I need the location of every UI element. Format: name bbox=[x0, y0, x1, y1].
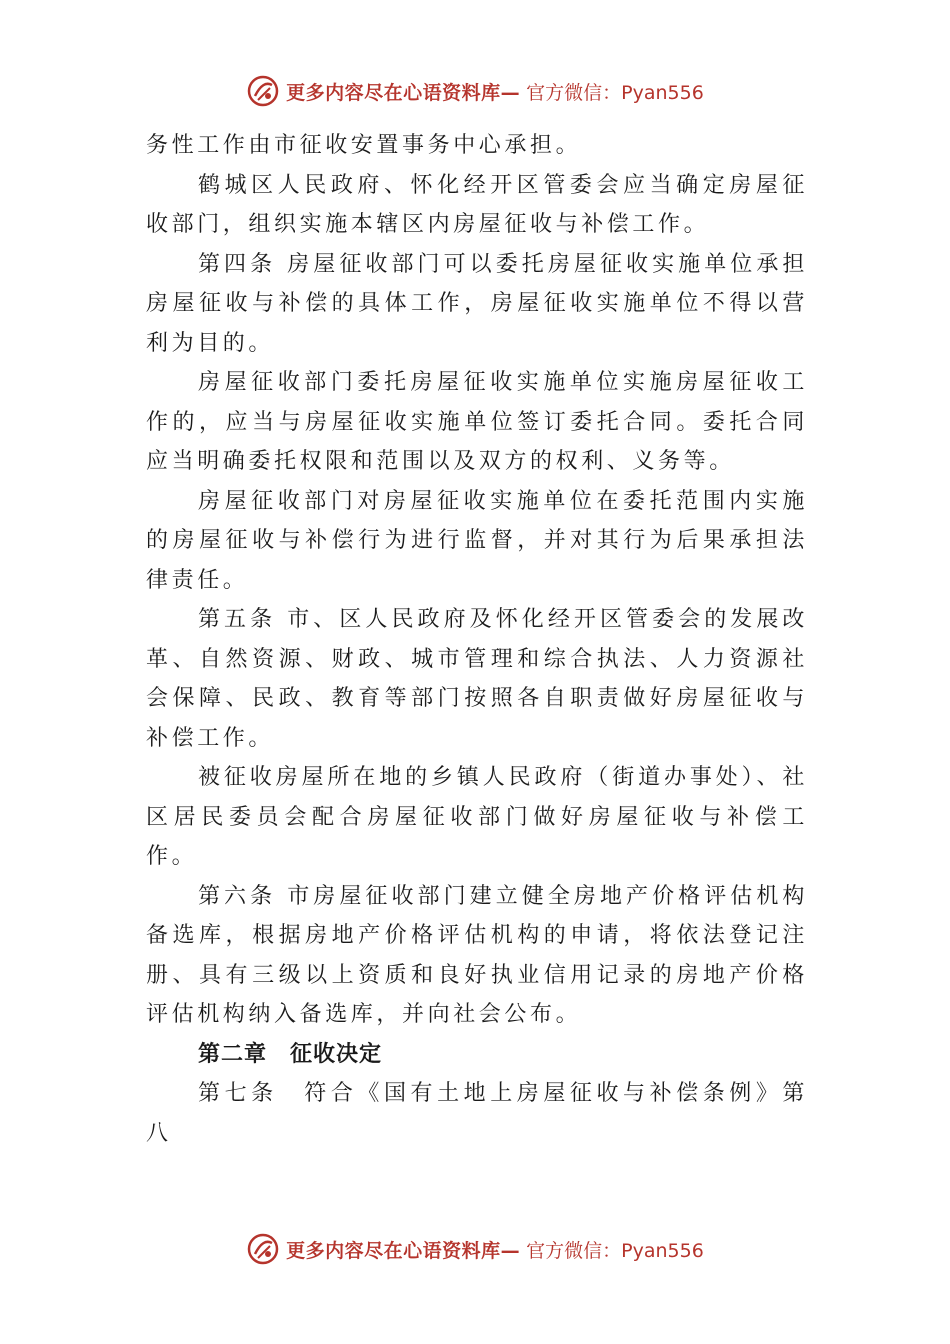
paragraph: 房屋征收部门委托房屋征收实施单位实施房屋征收工作的，应当与房屋征收实施单位签订委托合同。委托合同应当明确委托权限和范围以及双方的权利、义务等。 bbox=[146, 370, 808, 474]
paragraph: 被征收房屋所在地的乡镇人民政府（街道办事处）、社区居民委员会配合房屋征收部门做好房屋征收与补偿工作。 bbox=[146, 765, 808, 869]
footer-watermark bbox=[0, 1232, 950, 1266]
paragraph: 务性工作由市征收安置事务中心承担。 bbox=[146, 133, 582, 158]
watermark-suffix: 官方微信：Pyan556 bbox=[526, 1239, 704, 1262]
document-body bbox=[146, 126, 808, 1153]
article-5: 第五条 市、区人民政府及怀化经开区管委会的发展改革、自然资源、财政、城市管理和综合执法、人力资源社会保障、民政、教育等部门按照各自职责做好房屋征收与补偿工作。 bbox=[146, 607, 808, 751]
header-watermark bbox=[0, 74, 950, 108]
watermark-text: 更多内容尽在心语资料库— bbox=[286, 1239, 521, 1262]
article-7: 第七条 符合《国有土地上房屋征收与补偿条例》第八 bbox=[146, 1081, 808, 1146]
seal-logo-icon bbox=[246, 1232, 280, 1266]
article-6: 第六条 市房屋征收部门建立健全房地产价格评估机构备选库，根据房地产价格评估机构的申请，将依法登记注册、具有三级以上资质和良好执业信用记录的房地产价格评估机构纳入备选库，并向社会公布。 bbox=[146, 883, 808, 1027]
watermark-suffix: 官方微信：Pyan556 bbox=[526, 81, 704, 104]
paragraph: 房屋征收部门对房屋征收实施单位在委托范围内实施的房屋征收与补偿行为进行监督，并对其行为后果承担法律责任。 bbox=[146, 488, 808, 593]
paragraph: 鹤城区人民政府、怀化经开区管委会应当确定房屋征收部门，组织实施本辖区内房屋征收与补偿工作。 bbox=[146, 172, 808, 237]
chapter-heading: 第二章 征收决定 bbox=[198, 1041, 383, 1067]
article-4: 第四条 房屋征收部门可以委托房屋征收实施单位承担房屋征收与补偿的具体工作，房屋征收实施单位不得以营利为目的。 bbox=[146, 251, 808, 356]
watermark-text: 更多内容尽在心语资料库— bbox=[286, 81, 521, 104]
seal-logo-icon bbox=[246, 74, 280, 108]
